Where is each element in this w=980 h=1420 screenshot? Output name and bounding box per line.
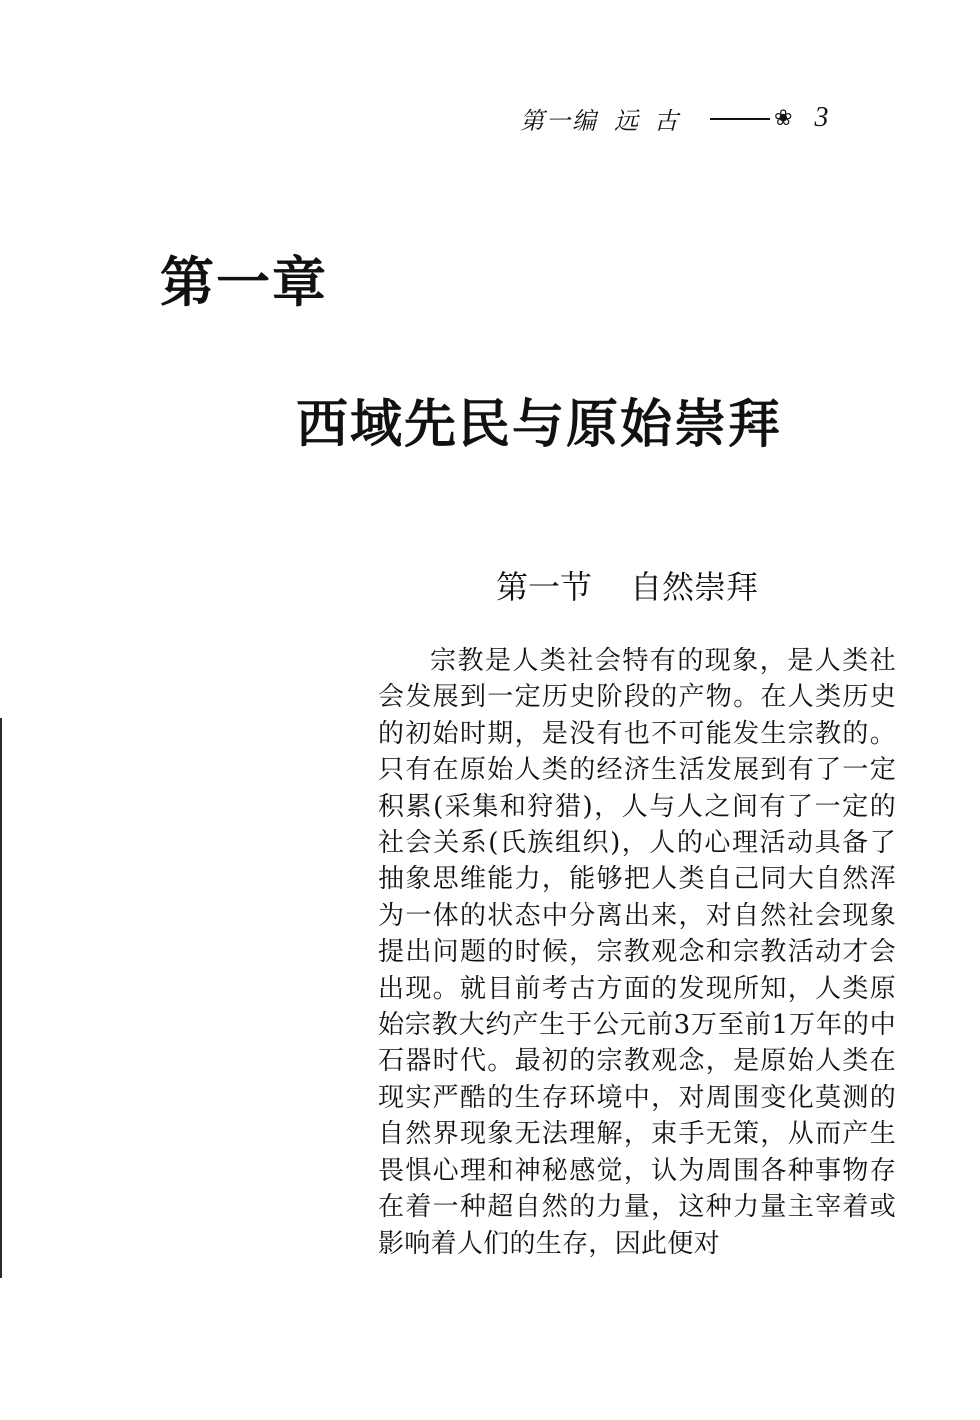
page-number: 3 <box>814 102 831 133</box>
chapter-title: 西域先民与原始崇拜 <box>296 394 783 455</box>
body-paragraph: 宗教是人类社会特有的现象，是人类社会发展到一定历史阶段的产物。在人类历史的初始时期，是没有也不可能发生宗教的。只有在原始人类的经济生活发展到有了一定积累(采集和狩猎)，人与人之间有了一定的社会关系(氏族组织)，人的心理活动具备了抽象思维能力，能够把人类自己同大自然浑为一体的状态中分离出来，对自然社会现象提出问题的时候，宗教观念和宗教活动才会出现。就目前考古方面的发现所知，人类原始宗教大约产生于公元前3万至前1万年的中石器时代。最初的宗教观念，是原始人类在现实严酷的生存环境中，对周围变化莫测的自然界现象无法理解，束手无策，从而产生畏惧心理和神秘感觉，认为周围各种事物存在着一种超自然的力量，这种力量主宰着或影响着人们的生存，因此便对 <box>378 646 896 1259</box>
header-dash-rule <box>710 118 770 120</box>
section-heading <box>496 562 758 608</box>
running-header-era: 远古 <box>614 106 694 135</box>
section-number: 第一节 <box>496 568 593 606</box>
running-header <box>520 98 880 138</box>
running-header-part: 第一编 <box>520 106 598 135</box>
flower-ornament-icon: ❀ <box>774 105 795 131</box>
scan-margin-line <box>0 718 2 1278</box>
section-title: 自然崇拜 <box>630 568 759 606</box>
chapter-label: 第一章 <box>160 250 328 314</box>
